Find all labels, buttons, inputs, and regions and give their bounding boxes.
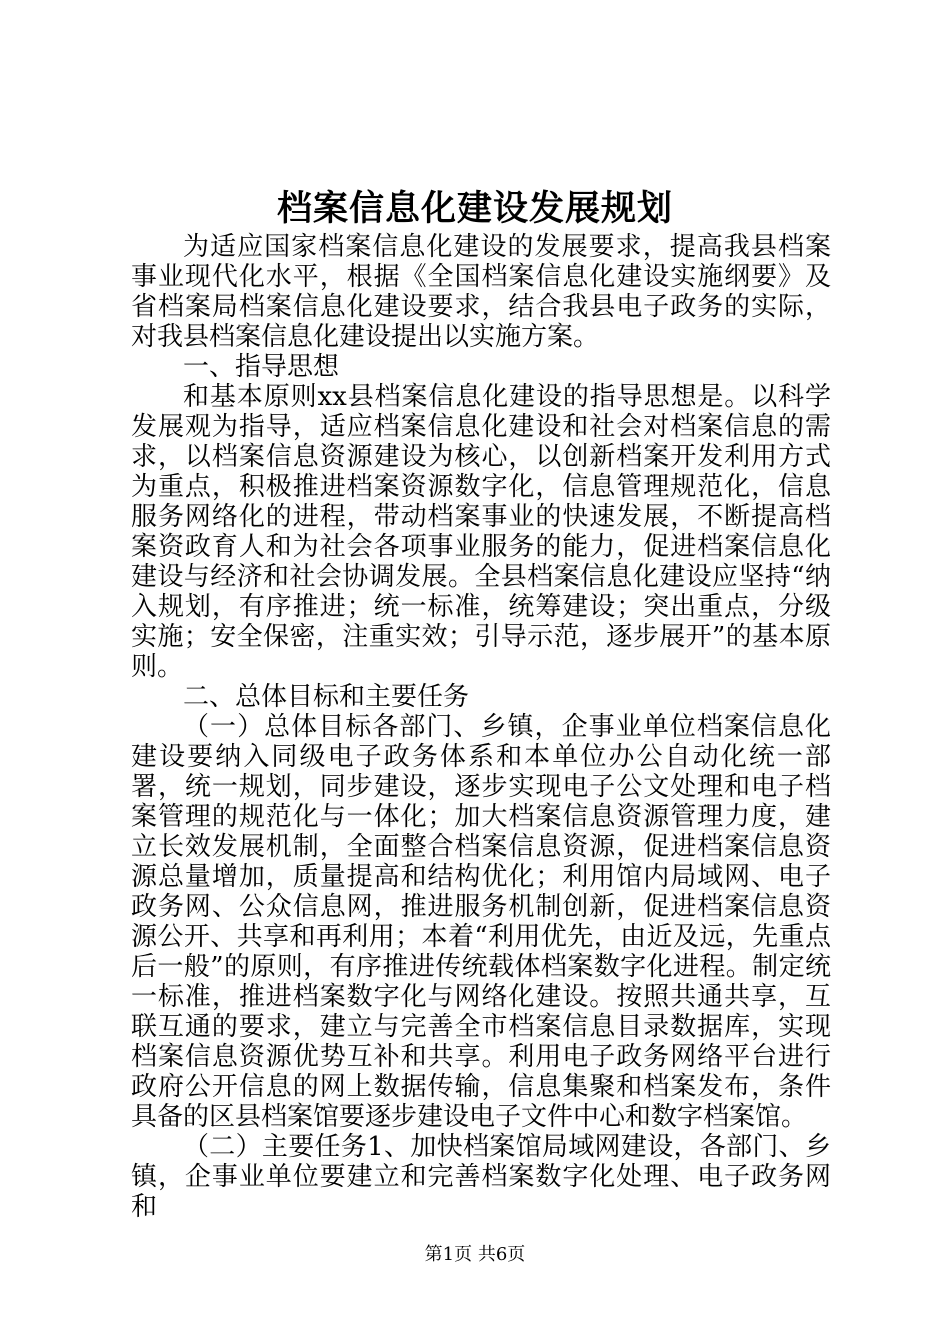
main-tasks-paragraph: （二）主要任务1、加快档案馆局域网建设，各部门、乡镇，企事业单位要建立和完善档案数字化处理、电子政务网和: [131, 1132, 831, 1222]
section-heading-goals-and-tasks: 二、总体目标和主要任务: [183, 682, 470, 712]
overall-goal-paragraph: （一）总体目标各部门、乡镇，企事业单位档案信息化建设要纳入同级电子政务体系和本单位办公自动化统一部署，统一规划，同步建设，逐步实现电子公文处理和电子档案管理的规范化与一体化；加大档案信息资源管理力度，建立长效发展机制，全面整合档案信息资源，促进档案信息资源总量增加，质量提高和结构优化；利用馆内局域网、电子政务网、公众信息网，推进服务机制创新，促进档案信息资源公开、共享和再利用；本着“利用优先，由近及远，先重点后一般”的原则，有序推进传统载体档案数字化进程。制定统一标准，推进档案数字化与网络化建设。按照共通共享，互联互通的要求，建立与完善全市档案信息目录数据库，实现档案信息资源优势互补和共享。利用电子政务网络平台进行政府公开信息的网上数据传输，信息集聚和档案发布，条件具备的区县档案馆要逐步建设电子文件中心和数字档案馆。: [131, 712, 831, 1132]
intro-paragraph: 为适应国家档案信息化建设的发展要求，提高我县档案事业现代化水平，根据《全国档案信息化建设实施纲要》及省档案局档案信息化建设要求，结合我县电子政务的实际，对我县档案信息化建设提出以实施方案。: [131, 232, 831, 352]
guiding-principles-paragraph: 和基本原则xx县档案信息化建设的指导思想是。以科学发展观为指导，适应档案信息化建设和社会对档案信息的需求，以档案信息资源建设为核心，以创新档案开发利用方式为重点，积极推进档案资源数字化，信息管理规范化，信息服务网络化的进程，带动档案事业的快速发展，不断提高档案资政育人和为社会各项事业服务的能力，促进档案信息化建设与经济和社会协调发展。全县档案信息化建设应坚持“纳入规划，有序推进；统一标准，统筹建设；突出重点，分级实施；安全保密，注重实效；引导示范，逐步展开”的基本原则。: [131, 382, 831, 682]
document-title: 档案信息化建设发展规划: [276, 188, 673, 229]
section-heading-guiding-ideology: 一、指导思想: [183, 352, 340, 382]
page-number-footer: 第1页 共6页: [424, 1244, 526, 1265]
document-body: [131, 232, 831, 1222]
